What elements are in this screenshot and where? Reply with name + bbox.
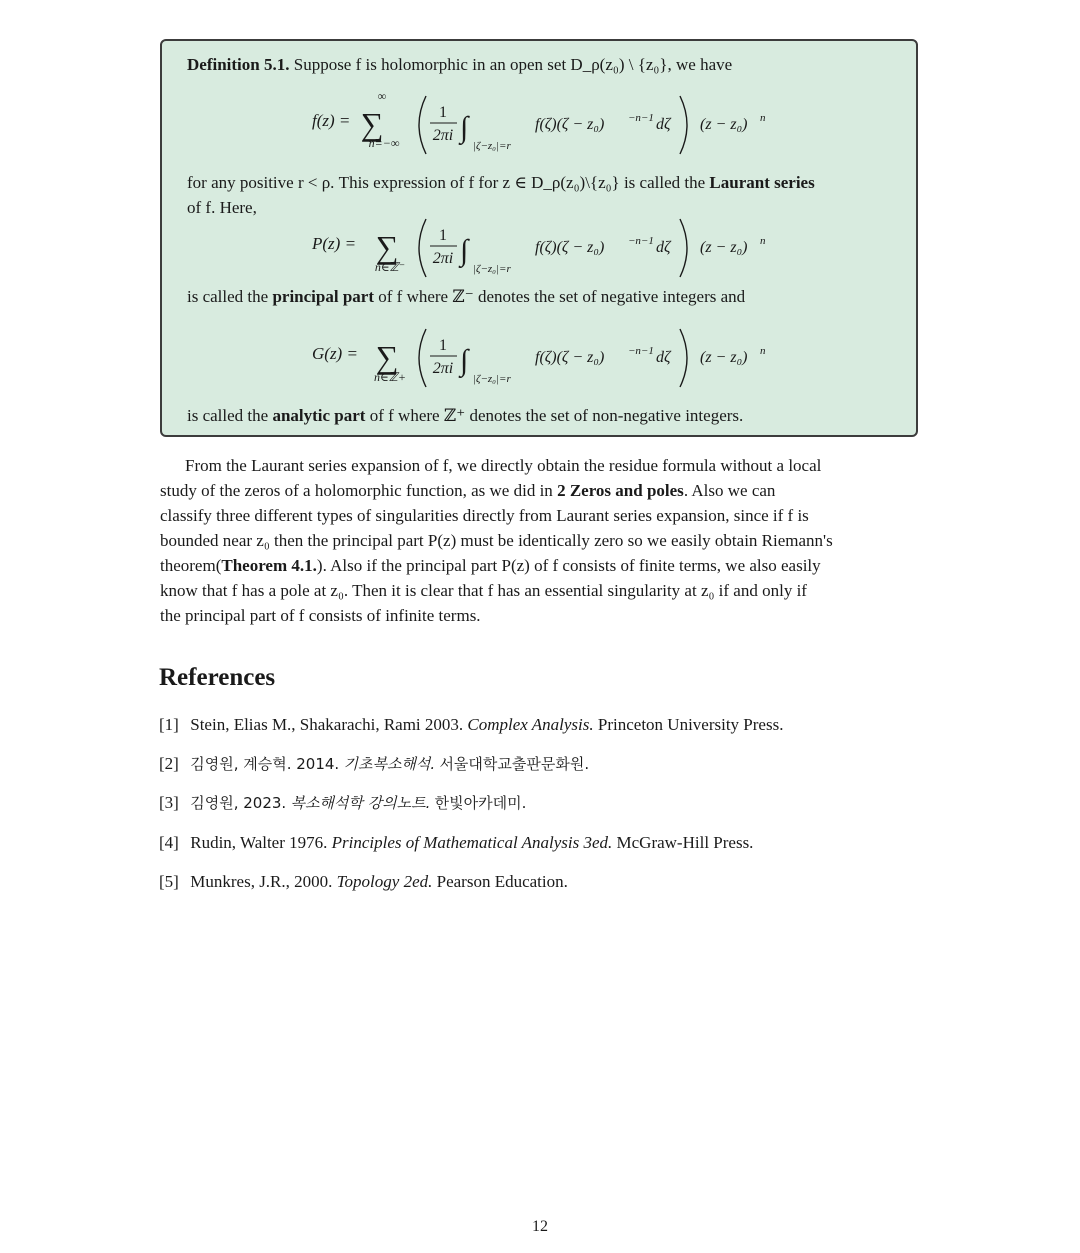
reference-publisher: McGraw-Hill Press.	[616, 833, 754, 852]
principal-part-sentence	[187, 287, 745, 307]
eq3-factor: (z − z₀)	[700, 349, 748, 366]
paragraph-line-5-a: theorem(	[160, 556, 222, 575]
eq3-integrand-exp: −n−1	[628, 345, 654, 357]
reference-title: Complex Analysis.	[467, 715, 594, 734]
paragraph-line-4: bounded near z₀ then the principal part P(z) must be identically zero so we easily obtain Riemann's	[160, 531, 833, 550]
reference-authors: Munkres, J.R., 2000.	[190, 872, 333, 891]
reference-number: [3]	[159, 793, 179, 812]
theorem-4-1-link[interactable]: Theorem 4.1.	[221, 556, 317, 575]
paragraph-line-5-b: ). Also if the principal part P(z) of f consists of finite terms, we also easily	[316, 556, 821, 575]
reference-title: Topology 2ed.	[336, 872, 433, 891]
eq3-sum-sign: ∑	[375, 339, 399, 375]
eq1-sum-sign: ∑	[360, 106, 384, 142]
reference-number: [1]	[159, 715, 179, 734]
eq2-integrand-exp: −n−1	[628, 235, 654, 247]
reference-authors: 김영원, 2023.	[190, 794, 287, 812]
eq1-lhs: f(z) =	[312, 111, 351, 130]
eq2-integrand: f(ζ)(ζ − z₀)	[535, 239, 605, 256]
paragraph-line-2-a: study of the zeros of a holomorphic function, as we did in	[160, 481, 553, 500]
eq2-integral-domain: |ζ−z₀|=r	[473, 263, 511, 275]
reference-title: 기초복소해석.	[343, 755, 436, 773]
laurant-series-term: Laurant series	[709, 173, 815, 192]
reference-publisher: 한빛아카데미.	[434, 794, 527, 812]
eq3-left-paren	[419, 329, 426, 387]
eq1-frac-den: 2πi	[432, 127, 454, 144]
definition-box	[160, 39, 918, 437]
reference-publisher: Pearson Education.	[436, 872, 568, 891]
paragraph-line-7: the principal part of f consists of infinite terms.	[160, 606, 481, 625]
eq1-integral-domain: |ζ−z₀|=r	[473, 140, 511, 152]
eq1-integral-sign: ∫	[460, 111, 469, 144]
eq3-frac-num: 1	[439, 337, 447, 354]
eq3-integral-sign: ∫	[460, 344, 469, 377]
eq2-factor: (z − z₀)	[700, 239, 748, 256]
paragraph-line-5	[160, 556, 821, 576]
eq3-integral-domain: |ζ−z₀|=r	[473, 373, 511, 385]
reference-item	[159, 872, 568, 892]
reference-title: 복소해석학 강의노트.	[290, 794, 431, 812]
eq1-frac-num: 1	[439, 104, 447, 121]
laurant-series-sentence	[187, 173, 815, 193]
definition-label: Definition 5.1.	[187, 55, 290, 74]
laurant-series-equation	[162, 83, 920, 163]
eq3-sum-lower: n∈ℤ+	[374, 370, 406, 384]
eq3-integrand: f(ζ)(ζ − z₀)	[535, 349, 605, 366]
eq3-factor-exp: n	[760, 345, 766, 357]
eq2-lhs: P(z) =	[312, 234, 357, 253]
eq2-frac-num: 1	[439, 227, 447, 244]
zeros-and-poles-link[interactable]: 2 Zeros and poles	[557, 481, 684, 500]
analytic-part-sentence	[187, 406, 743, 426]
paragraph-line-2	[160, 481, 775, 501]
principal-part-equation	[162, 213, 920, 293]
eq1-factor-exp: n	[760, 112, 766, 124]
eq3-dzeta: dζ	[656, 349, 671, 366]
eq1-dzeta: dζ	[656, 116, 671, 133]
reference-authors: 김영원, 계승혁. 2014.	[190, 755, 340, 773]
definition-intro-text: Suppose f is holomorphic in an open set D_ρ(z₀) \ {z₀}, we have	[293, 55, 733, 74]
principal-part-pre: is called the	[187, 287, 269, 306]
eq2-frac-den: 2πi	[432, 250, 454, 267]
reference-item	[159, 833, 753, 853]
eq3-frac-den: 2πi	[432, 360, 454, 377]
paragraph-line-6: know that f has a pole at z₀. Then it is clear that f has an essential singularity at z₀ if and only if	[160, 581, 807, 600]
eq2-right-paren	[680, 219, 687, 277]
references-heading: References	[159, 664, 276, 691]
eq2-factor-exp: n	[760, 235, 766, 247]
reference-item	[159, 793, 526, 813]
reference-publisher: 서울대학교출판문화원.	[439, 755, 590, 773]
page-number: 12	[532, 1218, 548, 1235]
eq1-factor: (z − z₀)	[700, 116, 748, 133]
reference-publisher: Princeton University Press.	[597, 715, 784, 734]
reference-number: [5]	[159, 872, 179, 891]
eq3-lhs: G(z) =	[312, 344, 358, 363]
paragraph-line-2-b: . Also we can	[683, 481, 776, 500]
reference-number: [2]	[159, 754, 179, 773]
eq3-right-paren	[680, 329, 687, 387]
eq1-right-paren	[680, 96, 687, 154]
analytic-part-term: analytic part	[272, 406, 366, 425]
eq1-sum-upper: ∞	[377, 89, 387, 103]
eq2-dzeta: dζ	[656, 239, 671, 256]
eq1-integrand-exp: −n−1	[628, 112, 654, 124]
eq2-integral-sign: ∫	[460, 234, 469, 267]
principal-part-term: principal part	[272, 287, 374, 306]
reference-item	[159, 754, 589, 774]
reference-item	[159, 715, 783, 735]
reference-number: [4]	[159, 833, 179, 852]
paragraph-line-3: classify three different types of singularities directly from Laurant series expansion, since if f is	[160, 506, 809, 525]
definition-intro	[187, 55, 732, 75]
reference-authors: Rudin, Walter 1976.	[190, 833, 328, 852]
eq2-sum-sign: ∑	[375, 229, 399, 265]
reference-authors: Stein, Elias M., Shakarachi, Rami 2003.	[190, 715, 464, 734]
eq2-left-paren	[419, 219, 426, 277]
principal-part-post: of f where ℤ⁻ denotes the set of negative integers and	[378, 287, 746, 306]
laurant-series-sentence-text: for any positive r < ρ. This expression of f for z ∈ D_ρ(z₀)\{z₀} is called the	[187, 173, 706, 192]
reference-title: Principles of Mathematical Analysis 3ed.	[331, 833, 613, 852]
analytic-part-pre: is called the	[187, 406, 269, 425]
eq1-left-paren	[419, 96, 426, 154]
eq1-integrand: f(ζ)(ζ − z₀)	[535, 116, 605, 133]
eq1-sum-lower: n=−∞	[368, 136, 400, 150]
analytic-part-equation	[162, 323, 920, 403]
eq2-sum-lower: n∈ℤ⁻	[374, 260, 406, 274]
laurant-series-sentence-cont: of f. Here,	[187, 198, 257, 217]
analytic-part-post: of f where ℤ⁺ denotes the set of non-negative integers.	[369, 406, 744, 425]
paragraph-line-1: From the Laurant series expansion of f, we directly obtain the residue formula without a local	[185, 456, 822, 475]
